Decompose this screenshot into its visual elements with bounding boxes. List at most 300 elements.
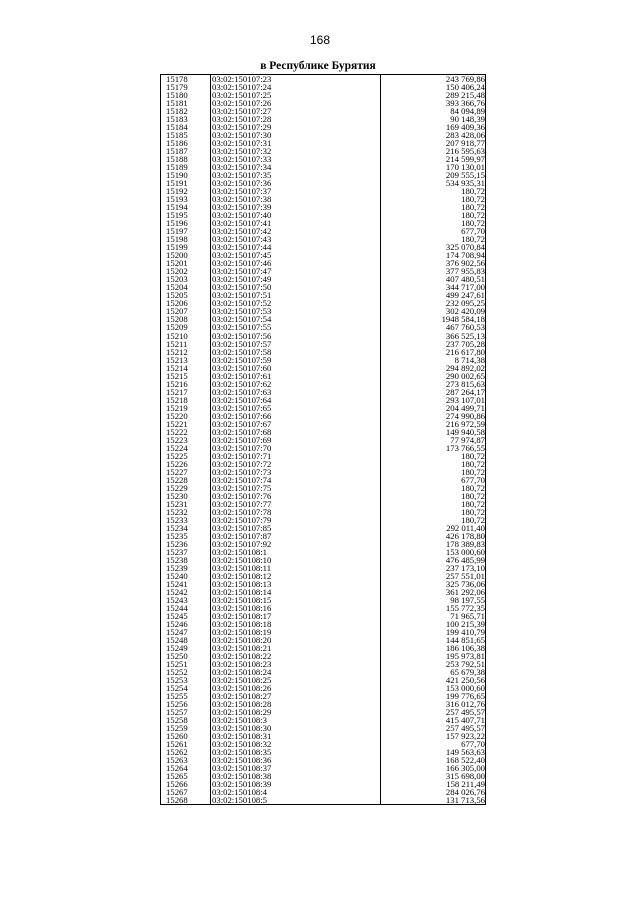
row-number: 15264: [161, 764, 211, 772]
cadastral-value: 415 407,71: [381, 716, 486, 724]
row-number: 15180: [161, 91, 211, 99]
table-row: [161, 556, 486, 564]
cadastral-number: 03:02:150107:27: [211, 107, 381, 115]
table-row: [161, 740, 486, 748]
cadastral-value: 157 923,22: [381, 732, 486, 740]
table-row: [161, 323, 486, 331]
cadastral-number: 03:02:150108:14: [211, 588, 381, 596]
row-number: 15210: [161, 332, 211, 340]
row-number: 15260: [161, 732, 211, 740]
table-row: [161, 219, 486, 227]
table-row: [161, 764, 486, 772]
cadastral-number: 03:02:150107:28: [211, 115, 381, 123]
cadastral-value: 186 106,38: [381, 644, 486, 652]
cadastral-value: 257 495,57: [381, 708, 486, 716]
cadastral-number: 03:02:150107:57: [211, 340, 381, 348]
row-number: 15178: [161, 75, 211, 84]
cadastral-number: 03:02:150108:19: [211, 628, 381, 636]
table-row: [161, 700, 486, 708]
cadastral-value: 169 409,36: [381, 123, 486, 131]
cadastral-number: 03:02:150107:78: [211, 508, 381, 516]
table-row: [161, 468, 486, 476]
cadastral-value: 178 389,83: [381, 540, 486, 548]
row-number: 15191: [161, 179, 211, 187]
table-row: [161, 716, 486, 724]
table-row: [161, 171, 486, 179]
table-row: [161, 500, 486, 508]
cadastral-number: 03:02:150108:23: [211, 660, 381, 668]
cadastral-value: 180,72: [381, 516, 486, 524]
cadastral-number: 03:02:150108:4: [211, 788, 381, 796]
cadastral-value: 131 713,56: [381, 796, 486, 805]
cadastral-number: 03:02:150108:25: [211, 676, 381, 684]
row-number: 15262: [161, 748, 211, 756]
cadastral-number: 03:02:150107:31: [211, 139, 381, 147]
table-row: [161, 708, 486, 716]
table-row: [161, 420, 486, 428]
table-row: [161, 732, 486, 740]
cadastral-value: 155 772,35: [381, 604, 486, 612]
cadastral-value: 180,72: [381, 187, 486, 195]
row-number: 15213: [161, 356, 211, 364]
table-row: [161, 684, 486, 692]
cadastral-value: 180,72: [381, 203, 486, 211]
cadastral-value: 292 011,40: [381, 524, 486, 532]
cadastral-number: 03:02:150107:52: [211, 299, 381, 307]
cadastral-number: 03:02:150108:38: [211, 772, 381, 780]
cadastral-number: 03:02:150107:87: [211, 532, 381, 540]
table-row: [161, 83, 486, 91]
cadastral-number: 03:02:150107:50: [211, 283, 381, 291]
cadastral-value: 180,72: [381, 492, 486, 500]
row-number: 15261: [161, 740, 211, 748]
cadastral-number: 03:02:150108:30: [211, 724, 381, 732]
cadastral-number: 03:02:150107:76: [211, 492, 381, 500]
row-number: 15226: [161, 460, 211, 468]
row-number: 15182: [161, 107, 211, 115]
table-row: [161, 492, 486, 500]
cadastral-value: 677,70: [381, 476, 486, 484]
row-number: 15188: [161, 155, 211, 163]
table-row: [161, 348, 486, 356]
row-number: 15221: [161, 420, 211, 428]
table-row: [161, 356, 486, 364]
row-number: 15251: [161, 660, 211, 668]
row-number: 15199: [161, 243, 211, 251]
row-number: 15223: [161, 436, 211, 444]
row-number: 15202: [161, 267, 211, 275]
cadastral-value: 144 851,65: [381, 636, 486, 644]
cadastral-number: 03:02:150108:27: [211, 692, 381, 700]
row-number: 15224: [161, 444, 211, 452]
table-row: [161, 396, 486, 404]
cadastral-number: 03:02:150107:37: [211, 187, 381, 195]
row-number: 15241: [161, 580, 211, 588]
row-number: 15244: [161, 604, 211, 612]
cadastral-value: 534 935,31: [381, 179, 486, 187]
cadastral-number: 03:02:150108:1: [211, 548, 381, 556]
table-row: [161, 564, 486, 572]
row-number: 15219: [161, 404, 211, 412]
cadastral-number: 03:02:150108:22: [211, 652, 381, 660]
row-number: 15194: [161, 203, 211, 211]
row-number: 15235: [161, 532, 211, 540]
cadastral-number: 03:02:150107:77: [211, 500, 381, 508]
cadastral-number: 03:02:150107:59: [211, 356, 381, 364]
cadastral-value: 199 410,79: [381, 628, 486, 636]
cadastral-number: 03:02:150107:61: [211, 372, 381, 380]
cadastral-number: 03:02:150107:65: [211, 404, 381, 412]
row-number: 15192: [161, 187, 211, 195]
table-row: [161, 412, 486, 420]
table-row: [161, 436, 486, 444]
table-row: [161, 267, 486, 275]
cadastral-number: 03:02:150107:58: [211, 348, 381, 356]
row-number: 15229: [161, 484, 211, 492]
cadastral-value: 316 012,76: [381, 700, 486, 708]
cadastral-number: 03:02:150108:37: [211, 764, 381, 772]
cadastral-number: 03:02:150107:69: [211, 436, 381, 444]
document-title: в Республике Бурятия: [260, 60, 376, 72]
cadastral-value: 98 197,55: [381, 596, 486, 604]
row-number: 15212: [161, 348, 211, 356]
table-row: [161, 588, 486, 596]
cadastral-value: 476 485,99: [381, 556, 486, 564]
table-row: [161, 291, 486, 299]
cadastral-value: 377 955,83: [381, 267, 486, 275]
cadastral-value: 376 902,56: [381, 259, 486, 267]
cadastral-number: 03:02:150107:42: [211, 227, 381, 235]
row-number: 15255: [161, 692, 211, 700]
table-row: [161, 332, 486, 340]
cadastral-value: 149 940,58: [381, 428, 486, 436]
table-row: [161, 163, 486, 171]
row-number: 15198: [161, 235, 211, 243]
cadastral-number: 03:02:150108:20: [211, 636, 381, 644]
cadastral-value: 168 522,40: [381, 756, 486, 764]
table-row: [161, 139, 486, 147]
cadastral-value: 84 094,89: [381, 107, 486, 115]
row-number: 15247: [161, 628, 211, 636]
cadastral-number: 03:02:150108:13: [211, 580, 381, 588]
table-row: [161, 340, 486, 348]
table-row: [161, 572, 486, 580]
cadastral-number: 03:02:150107:45: [211, 251, 381, 259]
table-row: [161, 123, 486, 131]
cadastral-number: 03:02:150108:21: [211, 644, 381, 652]
cadastral-value: 180,72: [381, 468, 486, 476]
cadastral-value: 170 130,01: [381, 163, 486, 171]
table-row: [161, 604, 486, 612]
table-row: [161, 724, 486, 732]
row-number: 15236: [161, 540, 211, 548]
table-row: [161, 516, 486, 524]
cadastral-number: 03:02:150107:38: [211, 195, 381, 203]
table-row: [161, 259, 486, 267]
cadastral-value: 180,72: [381, 500, 486, 508]
row-number: 15263: [161, 756, 211, 764]
cadastral-value: 1948 584,18: [381, 315, 486, 323]
table-row: [161, 460, 486, 468]
row-number: 15186: [161, 139, 211, 147]
table-row: [161, 243, 486, 251]
cadastral-value: 100 215,39: [381, 620, 486, 628]
row-number: 15231: [161, 500, 211, 508]
cadastral-value: 243 769,86: [381, 75, 486, 84]
cadastral-number: 03:02:150108:10: [211, 556, 381, 564]
row-number: 15216: [161, 380, 211, 388]
cadastral-number: 03:02:150108:24: [211, 668, 381, 676]
cadastral-value: 216 595,63: [381, 147, 486, 155]
cadastral-number: 03:02:150108:11: [211, 564, 381, 572]
cadastral-number: 03:02:150108:15: [211, 596, 381, 604]
table-row: [161, 668, 486, 676]
cadastral-number: 03:02:150107:60: [211, 364, 381, 372]
cadastral-value: 289 215,48: [381, 91, 486, 99]
table-row: [161, 612, 486, 620]
row-number: 15201: [161, 259, 211, 267]
cadastral-number: 03:02:150107:47: [211, 267, 381, 275]
table-row: [161, 131, 486, 139]
table-row: [161, 299, 486, 307]
cadastral-number: 03:02:150107:62: [211, 380, 381, 388]
row-number: 15197: [161, 227, 211, 235]
cadastral-number: 03:02:150107:73: [211, 468, 381, 476]
row-number: 15217: [161, 388, 211, 396]
row-number: 15220: [161, 412, 211, 420]
table-row: [161, 107, 486, 115]
cadastral-value: 253 792,51: [381, 660, 486, 668]
cadastral-number: 03:02:150108:16: [211, 604, 381, 612]
cadastral-number: 03:02:150107:46: [211, 259, 381, 267]
table-row: [161, 364, 486, 372]
cadastral-value: 325 736,06: [381, 580, 486, 588]
table-row: [161, 372, 486, 380]
cadastral-value: 287 264,17: [381, 388, 486, 396]
row-number: 15184: [161, 123, 211, 131]
row-number: 15240: [161, 572, 211, 580]
cadastral-value: 426 178,80: [381, 532, 486, 540]
row-number: 15196: [161, 219, 211, 227]
cadastral-value: 237 705,28: [381, 340, 486, 348]
cadastral-number: 03:02:150107:29: [211, 123, 381, 131]
cadastral-value: 302 420,09: [381, 307, 486, 315]
table-row: [161, 652, 486, 660]
table-row: [161, 315, 486, 323]
table-row: [161, 628, 486, 636]
cadastral-value: 677,70: [381, 227, 486, 235]
cadastral-number: 03:02:150107:25: [211, 91, 381, 99]
cadastral-number: 03:02:150107:33: [211, 155, 381, 163]
row-number: 15252: [161, 668, 211, 676]
table-row: [161, 644, 486, 652]
cadastral-number: 03:02:150107:39: [211, 203, 381, 211]
table-row: [161, 692, 486, 700]
table-row: [161, 524, 486, 532]
row-number: 15237: [161, 548, 211, 556]
table-row: [161, 227, 486, 235]
cadastral-number: 03:02:150107:40: [211, 211, 381, 219]
row-number: 15234: [161, 524, 211, 532]
table-row: [161, 235, 486, 243]
table-row: [161, 596, 486, 604]
cadastral-value: 290 002,65: [381, 372, 486, 380]
cadastral-number: 03:02:150107:74: [211, 476, 381, 484]
cadastral-number: 03:02:150108:26: [211, 684, 381, 692]
cadastral-number: 03:02:150107:36: [211, 179, 381, 187]
cadastral-value: 158 211,49: [381, 780, 486, 788]
table-row: [161, 428, 486, 436]
cadastral-value: 677,70: [381, 740, 486, 748]
cadastral-number: 03:02:150107:54: [211, 315, 381, 323]
row-number: 15228: [161, 476, 211, 484]
cadastral-value: 499 247,61: [381, 291, 486, 299]
table-row: [161, 75, 486, 84]
table-row: [161, 195, 486, 203]
cadastral-value: 274 990,86: [381, 412, 486, 420]
row-number: 15257: [161, 708, 211, 716]
cadastral-value: 71 965,71: [381, 612, 486, 620]
cadastral-number: 03:02:150107:53: [211, 307, 381, 315]
row-number: 15195: [161, 211, 211, 219]
cadastral-value: 237 173,10: [381, 564, 486, 572]
row-number: 15209: [161, 323, 211, 331]
cadastral-number: 03:02:150107:30: [211, 131, 381, 139]
cadastral-value: 90 148,39: [381, 115, 486, 123]
cadastral-value: 65 679,38: [381, 668, 486, 676]
cadastral-number: 03:02:150107:63: [211, 388, 381, 396]
table-row: [161, 676, 486, 684]
table-row: [161, 155, 486, 163]
cadastral-value: 393 366,76: [381, 99, 486, 107]
row-number: 15253: [161, 676, 211, 684]
cadastral-value: 273 815,63: [381, 380, 486, 388]
table-row: [161, 444, 486, 452]
cadastral-number: 03:02:150107:72: [211, 460, 381, 468]
cadastral-value: 199 776,65: [381, 692, 486, 700]
cadastral-number: 03:02:150108:18: [211, 620, 381, 628]
row-number: 15242: [161, 588, 211, 596]
cadastral-value: 283 428,06: [381, 131, 486, 139]
cadastral-number: 03:02:150107:85: [211, 524, 381, 532]
table-row: [161, 548, 486, 556]
cadastral-number: 03:02:150107:56: [211, 332, 381, 340]
cadastral-value: 467 760,53: [381, 323, 486, 331]
cadastral-value: 174 708,94: [381, 251, 486, 259]
cadastral-number: 03:02:150108:31: [211, 732, 381, 740]
cadastral-value: 207 918,77: [381, 139, 486, 147]
cadastral-value: 180,72: [381, 195, 486, 203]
cadastral-number: 03:02:150107:71: [211, 452, 381, 460]
cadastral-number: 03:02:150107:67: [211, 420, 381, 428]
row-number: 15230: [161, 492, 211, 500]
cadastral-value: 293 107,01: [381, 396, 486, 404]
cadastral-number: 03:02:150108:32: [211, 740, 381, 748]
cadastral-number: 03:02:150107:32: [211, 147, 381, 155]
table-row: [161, 660, 486, 668]
row-number: 15248: [161, 636, 211, 644]
table-row: [161, 636, 486, 644]
row-number: 15246: [161, 620, 211, 628]
row-number: 15222: [161, 428, 211, 436]
table-row: [161, 91, 486, 99]
table-row: [161, 540, 486, 548]
table-row: [161, 203, 486, 211]
cadastral-number: 03:02:150107:43: [211, 235, 381, 243]
table-row: [161, 772, 486, 780]
row-number: 15181: [161, 99, 211, 107]
cadastral-value: 180,72: [381, 460, 486, 468]
cadastral-number: 03:02:150107:64: [211, 396, 381, 404]
cadastral-value: 361 292,06: [381, 588, 486, 596]
cadastral-value: 150 406,24: [381, 83, 486, 91]
cadastral-value: 180,72: [381, 219, 486, 227]
row-number: 15249: [161, 644, 211, 652]
cadastral-value: 325 070,84: [381, 243, 486, 251]
cadastral-value: 180,72: [381, 484, 486, 492]
cadastral-value: 180,72: [381, 452, 486, 460]
cadastral-number: 03:02:150107:51: [211, 291, 381, 299]
cadastral-value: 315 698,00: [381, 772, 486, 780]
cadastral-value: 294 892,02: [381, 364, 486, 372]
row-number: 15190: [161, 171, 211, 179]
table-row: [161, 251, 486, 259]
cadastral-number: 03:02:150107:34: [211, 163, 381, 171]
row-number: 15218: [161, 396, 211, 404]
row-number: 15265: [161, 772, 211, 780]
table-row: [161, 187, 486, 195]
cadastral-value: 214 599,97: [381, 155, 486, 163]
row-number: 15179: [161, 83, 211, 91]
row-number: 15203: [161, 275, 211, 283]
cadastral-value-table: [160, 74, 486, 805]
row-number: 15258: [161, 716, 211, 724]
cadastral-value: 407 480,51: [381, 275, 486, 283]
row-number: 15193: [161, 195, 211, 203]
table-row: [161, 532, 486, 540]
row-number: 15208: [161, 315, 211, 323]
table-body: [161, 75, 486, 805]
cadastral-value: 216 617,80: [381, 348, 486, 356]
table-row: [161, 404, 486, 412]
row-number: 15233: [161, 516, 211, 524]
table-row: [161, 796, 486, 805]
cadastral-value: 195 973,81: [381, 652, 486, 660]
table-row: [161, 283, 486, 291]
table-row: [161, 147, 486, 155]
cadastral-value: 77 974,87: [381, 436, 486, 444]
table-row: [161, 756, 486, 764]
cadastral-number: 03:02:150108:28: [211, 700, 381, 708]
cadastral-value: 166 305,00: [381, 764, 486, 772]
row-number: 15204: [161, 283, 211, 291]
row-number: 15245: [161, 612, 211, 620]
cadastral-value: 153 000,60: [381, 684, 486, 692]
cadastral-number: 03:02:150107:55: [211, 323, 381, 331]
row-number: 15239: [161, 564, 211, 572]
cadastral-value: 180,72: [381, 235, 486, 243]
row-number: 15250: [161, 652, 211, 660]
row-number: 15267: [161, 788, 211, 796]
cadastral-number: 03:02:150107:41: [211, 219, 381, 227]
cadastral-number: 03:02:150108:3: [211, 716, 381, 724]
cadastral-number: 03:02:150107:35: [211, 171, 381, 179]
row-number: 15207: [161, 307, 211, 315]
cadastral-value: 216 972,59: [381, 420, 486, 428]
table-row: [161, 99, 486, 107]
cadastral-value: 421 250,56: [381, 676, 486, 684]
cadastral-number: 03:02:150107:24: [211, 83, 381, 91]
